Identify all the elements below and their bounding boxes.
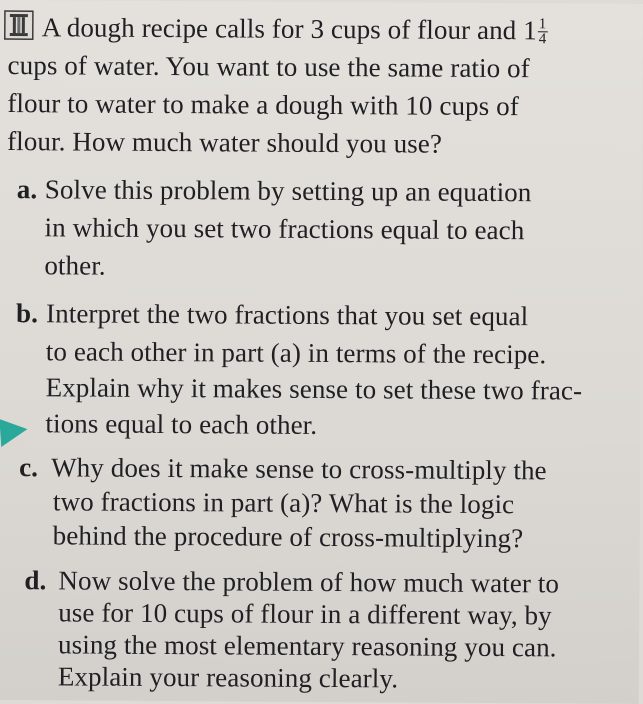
part-c-line-2: two fractions in part (a)? What is the logic [52,486,515,520]
problem-set-icon [4,10,34,40]
problem-line-1: A dough recipe calls for 3 cups of flour and 1 $\frac{1}{4}$ [41,12,547,48]
part-c-line-1: Why does it make sense to cross-multiply the [51,452,547,486]
part-d-label: d. [24,565,47,596]
part-b-line-1: Interpret the two fractions that you set equal [45,298,529,332]
mixed-fraction: $\frac{1}{4}$ [538,16,547,48]
part-b-line-3: Explain why it makes sense to set these two frac- [45,372,583,406]
part-a-line-2: in which you set two fractions equal to each [44,212,525,246]
part-c-label: c. [19,452,39,483]
problem-line-4: flour. How much water should you use? [7,126,443,159]
triangle-marker-icon [0,415,29,449]
part-b-label: b. [15,298,39,329]
part-a-line-1: Solve this problem by setting up an equation [44,174,532,208]
part-d-line-1: Now solve the problem of how much water to [58,565,560,599]
part-d-line-3: using the most elementary reasoning you can. [57,629,557,663]
part-c-line-3: behind the procedure of cross-multiplying? [52,520,524,554]
part-a-label: a. [16,174,38,205]
part-b-line-4: tions equal to each other. [45,408,318,440]
part-d-line-4: Explain your reasoning clearly. [57,661,399,694]
part-a-line-3: other. [44,250,106,281]
problem-line-3: flour to water to make a dough with 10 cups of [7,88,519,122]
part-d-line-2: use for 10 cups of flour in a different way, by [58,597,552,631]
part-b-line-2: to each other in part (a) in terms of the recipe. [45,336,547,370]
problem-line-2: cups of water. You want to use the same ratio of [7,50,530,84]
